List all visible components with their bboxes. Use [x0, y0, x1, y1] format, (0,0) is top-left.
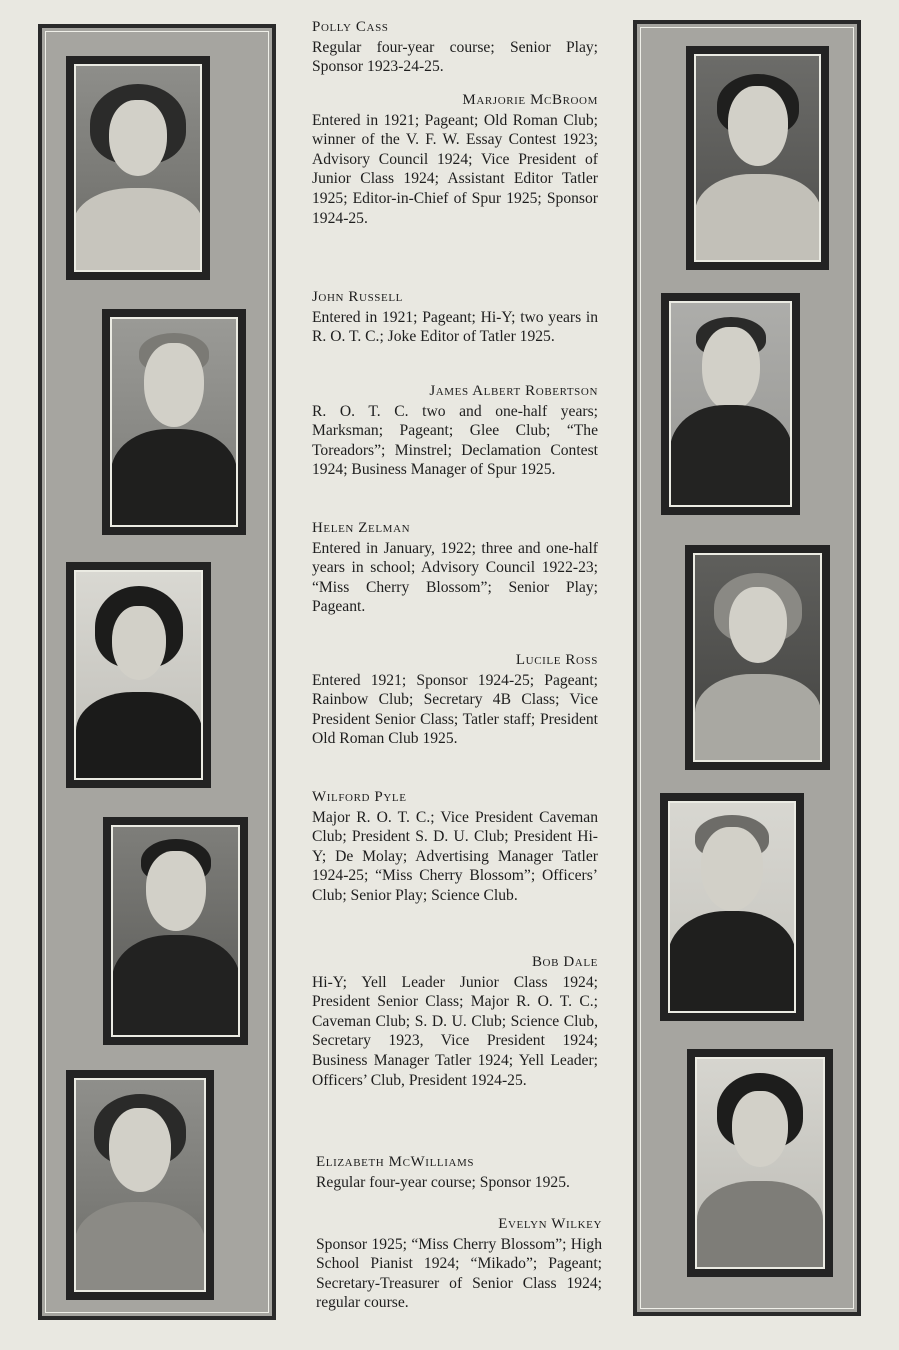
- biographies-column: [312, 18, 602, 1338]
- student-description: Regular four-year course; Sponsor 1925.: [316, 1173, 570, 1191]
- portrait-james-albert-robertson: [661, 293, 800, 515]
- student-description: Sponsor 1925; “Miss Cherry Blossom”; High School Pianist 1924; “Mikado”; Pageant; Secretary-Treasurer of Senior Class 1924; regular course.: [316, 1235, 602, 1312]
- entry-evelyn-wilkey: [316, 1215, 602, 1313]
- portrait-lucile-ross: [685, 545, 830, 770]
- student-description: Entered in 1921; Pageant; Old Roman Club; winner of the V. F. W. Essay Contest 1923; Advisory Council 1924; Vice President of Junior Class 1924; Assistant Editor Tatler 1925; Editor-in-Chief of Spur 1925; Sponsor 1924-25.: [312, 111, 598, 227]
- entry-polly-cass: [312, 18, 598, 77]
- entry-james-albert-robertson: [312, 382, 598, 480]
- student-description: Hi-Y; Yell Leader Junior Class 1924; President Senior Class; Major R. O. T. C.; Caveman Club; S. D. U. Club; Science Club, Secretary 1923, Vice President 1924; Business Manager Tatler 1924; Yell Leader; Officers’ Club, President 1924-25.: [312, 973, 598, 1089]
- portrait-helen-zelman: [66, 562, 211, 788]
- portrait-image: [668, 801, 796, 1013]
- student-description: Regular four-year course; Senior Play; Sponsor 1923-24-25.: [312, 38, 598, 76]
- portrait-bob-dale: [660, 793, 804, 1021]
- student-name: Polly Cass: [312, 19, 389, 35]
- portrait-image: [74, 64, 202, 272]
- student-description: R. O. T. C. two and one-half years; Marksman; Pageant; Glee Club; “The Toreadors”; Minstrel; Declamation Contest 1924; Business Manager of Spur 1925.: [312, 402, 598, 479]
- student-name: Bob Dale: [531, 954, 598, 970]
- entry-lucile-ross: [312, 651, 598, 749]
- portrait-john-russell: [102, 309, 246, 535]
- student-name: Helen Zelman: [312, 520, 411, 536]
- student-description: Entered in January, 1922; three and one-half years in school; Advisory Council 1922-23; “Miss Cherry Blossom”; Senior Play; Pageant.: [312, 539, 598, 616]
- portrait-image: [111, 825, 240, 1037]
- student-name: Wilford Pyle: [312, 789, 407, 805]
- portrait-wilford-pyle: [103, 817, 248, 1045]
- student-name: James Albert Robertson: [429, 383, 598, 399]
- entry-john-russell: [312, 288, 598, 347]
- portrait-marjorie-mcbroom: [686, 46, 829, 270]
- portrait-image: [693, 553, 822, 762]
- entry-bob-dale: [312, 953, 598, 1090]
- portrait-image: [669, 301, 792, 507]
- portrait-evelyn-wilkey: [687, 1049, 833, 1277]
- student-description: Entered in 1921; Pageant; Hi-Y; two years in R. O. T. C.; Joke Editor of Tatler 1925.: [312, 308, 598, 346]
- portrait-image: [110, 317, 238, 527]
- entry-wilford-pyle: [312, 788, 598, 906]
- portrait-image: [695, 1057, 825, 1269]
- portrait-image: [694, 54, 821, 262]
- student-description: Entered 1921; Sponsor 1924-25; Pageant; Rainbow Club; Secretary 4B Class; Vice President Senior Class; Tatler staff; President Old Roman Club 1925.: [312, 671, 598, 748]
- student-name: Evelyn Wilkey: [498, 1216, 602, 1232]
- entry-marjorie-mcbroom: [312, 91, 598, 228]
- student-name: Lucile Ross: [515, 652, 598, 668]
- student-description: Major R. O. T. C.; Vice President Caveman Club; President S. D. U. Club; President Hi-Y; De Molay; Advertising Manager Tatler 1924-25; “Miss Cherry Blossom”; Officers’ Club; Senior Play; Science Club.: [312, 808, 598, 904]
- portrait-image: [74, 570, 203, 780]
- portrait-image: [74, 1078, 206, 1292]
- entry-elizabeth-mcwilliams: [316, 1153, 602, 1192]
- student-name: Elizabeth McWilliams: [316, 1154, 475, 1170]
- portrait-elizabeth-mcwilliams: [66, 1070, 214, 1300]
- portrait-polly-cass: [66, 56, 210, 280]
- student-name: John Russell: [312, 289, 403, 305]
- entry-helen-zelman: [312, 519, 598, 617]
- student-name: Marjorie McBroom: [462, 92, 598, 108]
